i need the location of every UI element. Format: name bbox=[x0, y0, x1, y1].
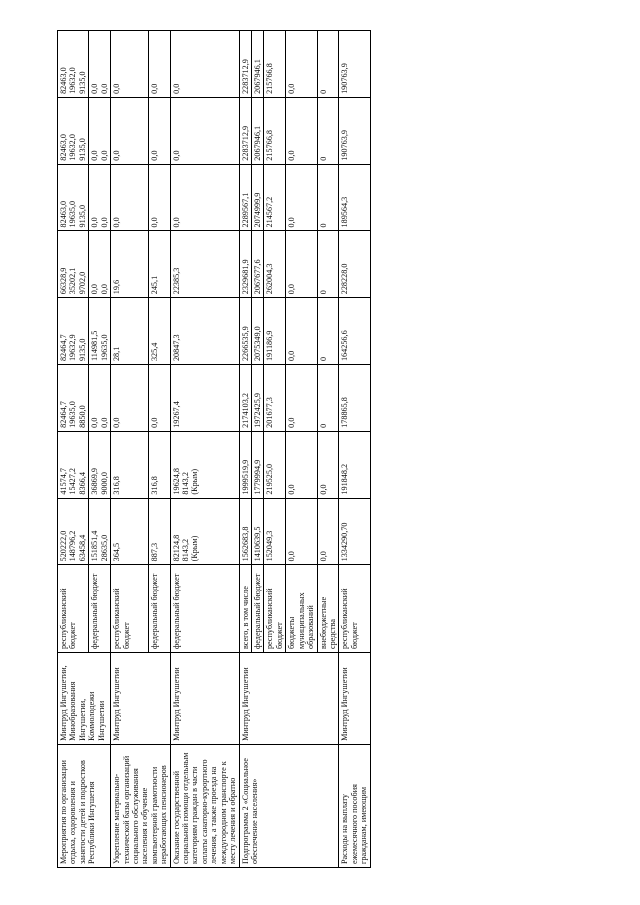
measure-name-cell: Расходы на выплату ежемесячного пособия гражданам, имеющим bbox=[339, 744, 370, 867]
amount-cell: 0,0 bbox=[149, 164, 171, 231]
amount-cell: 1334290,70 bbox=[339, 498, 370, 565]
amount-cell: 0 bbox=[317, 31, 339, 98]
funding-source-cell: федеральный бюджет bbox=[252, 565, 264, 653]
amount-cell: 215766,8 bbox=[264, 31, 286, 98]
amount-cell: 66328,9 35202,1 9702,0 bbox=[58, 231, 89, 298]
amount-cell: 0,0 bbox=[286, 498, 317, 565]
amount-cell: 316,8 bbox=[149, 431, 171, 498]
amount-cell: 0 bbox=[317, 231, 339, 298]
funding-source-cell: республиканский бюджет bbox=[264, 565, 286, 653]
amount-cell: 0,0 bbox=[286, 231, 317, 298]
amount-cell: 82463,0 19632,0 9135,0 bbox=[58, 31, 89, 98]
table-body bbox=[58, 31, 371, 868]
amount-cell: 0,0 bbox=[170, 164, 239, 231]
table-row bbox=[58, 31, 89, 868]
amount-cell: 0,0 bbox=[111, 164, 149, 231]
amount-cell: 190763,9 bbox=[339, 31, 370, 98]
amount-cell: 2283712,9 bbox=[239, 97, 251, 164]
funding-source-cell: всего, в том числе bbox=[239, 565, 251, 653]
amount-cell: 28,1 bbox=[111, 298, 149, 365]
funding-source-cell: внебюджетные средства bbox=[317, 565, 339, 653]
amount-cell: 0,0 bbox=[149, 365, 171, 432]
amount-cell: 215766,8 bbox=[264, 97, 286, 164]
amount-cell: 19,6 bbox=[111, 231, 149, 298]
funding-source-cell: федеральный бюджет bbox=[170, 565, 239, 653]
amount-cell: 164256,6 bbox=[339, 298, 370, 365]
funding-source-cell: республиканский бюджет bbox=[58, 565, 89, 653]
amount-cell: 0 bbox=[317, 97, 339, 164]
measure-name-cell: Подпрограмма 2 «Социальное обеспечение населения» bbox=[239, 744, 339, 867]
amount-cell: 189564,3 bbox=[339, 164, 370, 231]
amount-cell: 0 bbox=[317, 365, 339, 432]
amount-cell: 0,0 bbox=[286, 365, 317, 432]
amount-cell: 0,0 bbox=[317, 498, 339, 565]
amount-cell: 0 bbox=[317, 298, 339, 365]
amount-cell: 325,4 bbox=[149, 298, 171, 365]
amount-cell: 1562683,8 bbox=[239, 498, 251, 565]
amount-cell: 0,0 0,0 bbox=[89, 365, 111, 432]
amount-cell: 0,0 bbox=[286, 164, 317, 231]
amount-cell: 245,1 bbox=[149, 231, 171, 298]
amount-cell: 0,0 bbox=[286, 31, 317, 98]
amount-cell: 0,0 bbox=[111, 97, 149, 164]
measure-name-cell: Мероприятия по организации отдыха, оздоровления и занятости детей и подростков Республики Ингушетия bbox=[58, 744, 111, 867]
executor-cell: Минтруд Ингушетии, Минобразования Ингушетии, Коммолодежи Ингушетии bbox=[58, 653, 111, 745]
amount-cell: 0,0 bbox=[111, 31, 149, 98]
amount-cell: 1410639,5 bbox=[252, 498, 264, 565]
funding-source-cell: федеральный бюджет bbox=[89, 565, 111, 653]
executor-cell: Минтруд Ингушетии bbox=[339, 653, 370, 745]
amount-cell: 0,0 0,0 bbox=[89, 164, 111, 231]
amount-cell: 0,0 0,0 bbox=[89, 97, 111, 164]
funding-source-cell: федеральный бюджет bbox=[149, 565, 171, 653]
amount-cell: 36869,9 9000,0 bbox=[89, 431, 111, 498]
budget-table bbox=[57, 30, 371, 868]
amount-cell: 82464,7 19635,0 8850,0 bbox=[58, 365, 89, 432]
amount-cell: 2283712,9 bbox=[239, 31, 251, 98]
table-row bbox=[239, 31, 251, 868]
table-row bbox=[339, 31, 370, 868]
amount-cell: 191848,2 bbox=[339, 431, 370, 498]
amount-cell: 0,0 bbox=[149, 31, 171, 98]
amount-cell: 0,0 bbox=[111, 365, 149, 432]
table-row bbox=[170, 31, 239, 868]
rotated-document-page bbox=[57, 30, 577, 868]
executor-cell: Минтруд Ингушетии bbox=[111, 653, 171, 745]
amount-cell: 0,0 bbox=[286, 298, 317, 365]
funding-source-cell: республиканский бюджет bbox=[339, 565, 370, 653]
amount-cell: 887,3 bbox=[149, 498, 171, 565]
amount-cell: 2067946,1 bbox=[252, 97, 264, 164]
amount-cell: 0,0 bbox=[317, 431, 339, 498]
funding-source-cell: республиканский бюджет bbox=[111, 565, 149, 653]
executor-cell: Минтруд Ингушетии bbox=[170, 653, 239, 745]
amount-cell: 0,0 bbox=[149, 97, 171, 164]
executor-cell: Минтруд Ингушетии bbox=[239, 653, 339, 745]
amount-cell: 364,5 bbox=[111, 498, 149, 565]
amount-cell: 190763,9 bbox=[339, 97, 370, 164]
amount-cell: 19624,8 8143,2 (Крым) bbox=[170, 431, 239, 498]
amount-cell: 2067677,6 bbox=[252, 231, 264, 298]
table-row bbox=[111, 31, 149, 868]
amount-cell: 0,0 bbox=[286, 97, 317, 164]
amount-cell: 22385,3 bbox=[170, 231, 239, 298]
amount-cell: 201677,3 bbox=[264, 365, 286, 432]
amount-cell: 191186,9 bbox=[264, 298, 286, 365]
amount-cell: 0,0 0,0 bbox=[89, 231, 111, 298]
amount-cell: 19267,4 bbox=[170, 365, 239, 432]
amount-cell: 2067946,1 bbox=[252, 31, 264, 98]
amount-cell: 0,0 bbox=[170, 97, 239, 164]
amount-cell: 82464,7 19632,9 9135,0 bbox=[58, 298, 89, 365]
measure-name-cell: Укрепление материально-технической базы организаций социального обслуживания населения и обучение компьютерной грамотности неработающих пенсионеров bbox=[111, 744, 171, 867]
amount-cell: 262004,3 bbox=[264, 231, 286, 298]
amount-cell: 228228,0 bbox=[339, 231, 370, 298]
amount-cell: 82463,0 19632,0 9135,0 bbox=[58, 97, 89, 164]
amount-cell: 20847,3 bbox=[170, 298, 239, 365]
amount-cell: 151851,4 28635,0 bbox=[89, 498, 111, 565]
amount-cell: 178865,8 bbox=[339, 365, 370, 432]
funding-source-cell: бюджеты муниципальных образований bbox=[286, 565, 317, 653]
amount-cell: 2266535,9 bbox=[239, 298, 251, 365]
amount-cell: 214567,2 bbox=[264, 164, 286, 231]
amount-cell: 82463,0 19635,0 9135,0 bbox=[58, 164, 89, 231]
amount-cell: 2075349,0 bbox=[252, 298, 264, 365]
amount-cell: 2174103,2 bbox=[239, 365, 251, 432]
amount-cell: 0 bbox=[317, 164, 339, 231]
amount-cell: 2074999,9 bbox=[252, 164, 264, 231]
amount-cell: 2289567,1 bbox=[239, 164, 251, 231]
amount-cell: 0,0 bbox=[170, 31, 239, 98]
amount-cell: 1972425,9 bbox=[252, 365, 264, 432]
amount-cell: 82124,8 8143,2 (Крым) bbox=[170, 498, 239, 565]
amount-cell: 41574,7 15427,2 8366,4 bbox=[58, 431, 89, 498]
amount-cell: 316,8 bbox=[111, 431, 149, 498]
measure-name-cell: Оказание государственной социальной помощи отдельным категориям граждан в части оплаты санаторно-курортного лечения, а также проезда на междугородном транспорте к месту лечения и обратно bbox=[170, 744, 239, 867]
amount-cell: 1779994,9 bbox=[252, 431, 264, 498]
amount-cell: 0,0 bbox=[286, 431, 317, 498]
amount-cell: 1999519,9 bbox=[239, 431, 251, 498]
amount-cell: 520222,0 148796,2 63458,4 bbox=[58, 498, 89, 565]
amount-cell: 114981,5 19635,0 bbox=[89, 298, 111, 365]
amount-cell: 219525,0 bbox=[264, 431, 286, 498]
amount-cell: 2329681,9 bbox=[239, 231, 251, 298]
amount-cell: 0,0 0,0 bbox=[89, 31, 111, 98]
amount-cell: 152049,3 bbox=[264, 498, 286, 565]
